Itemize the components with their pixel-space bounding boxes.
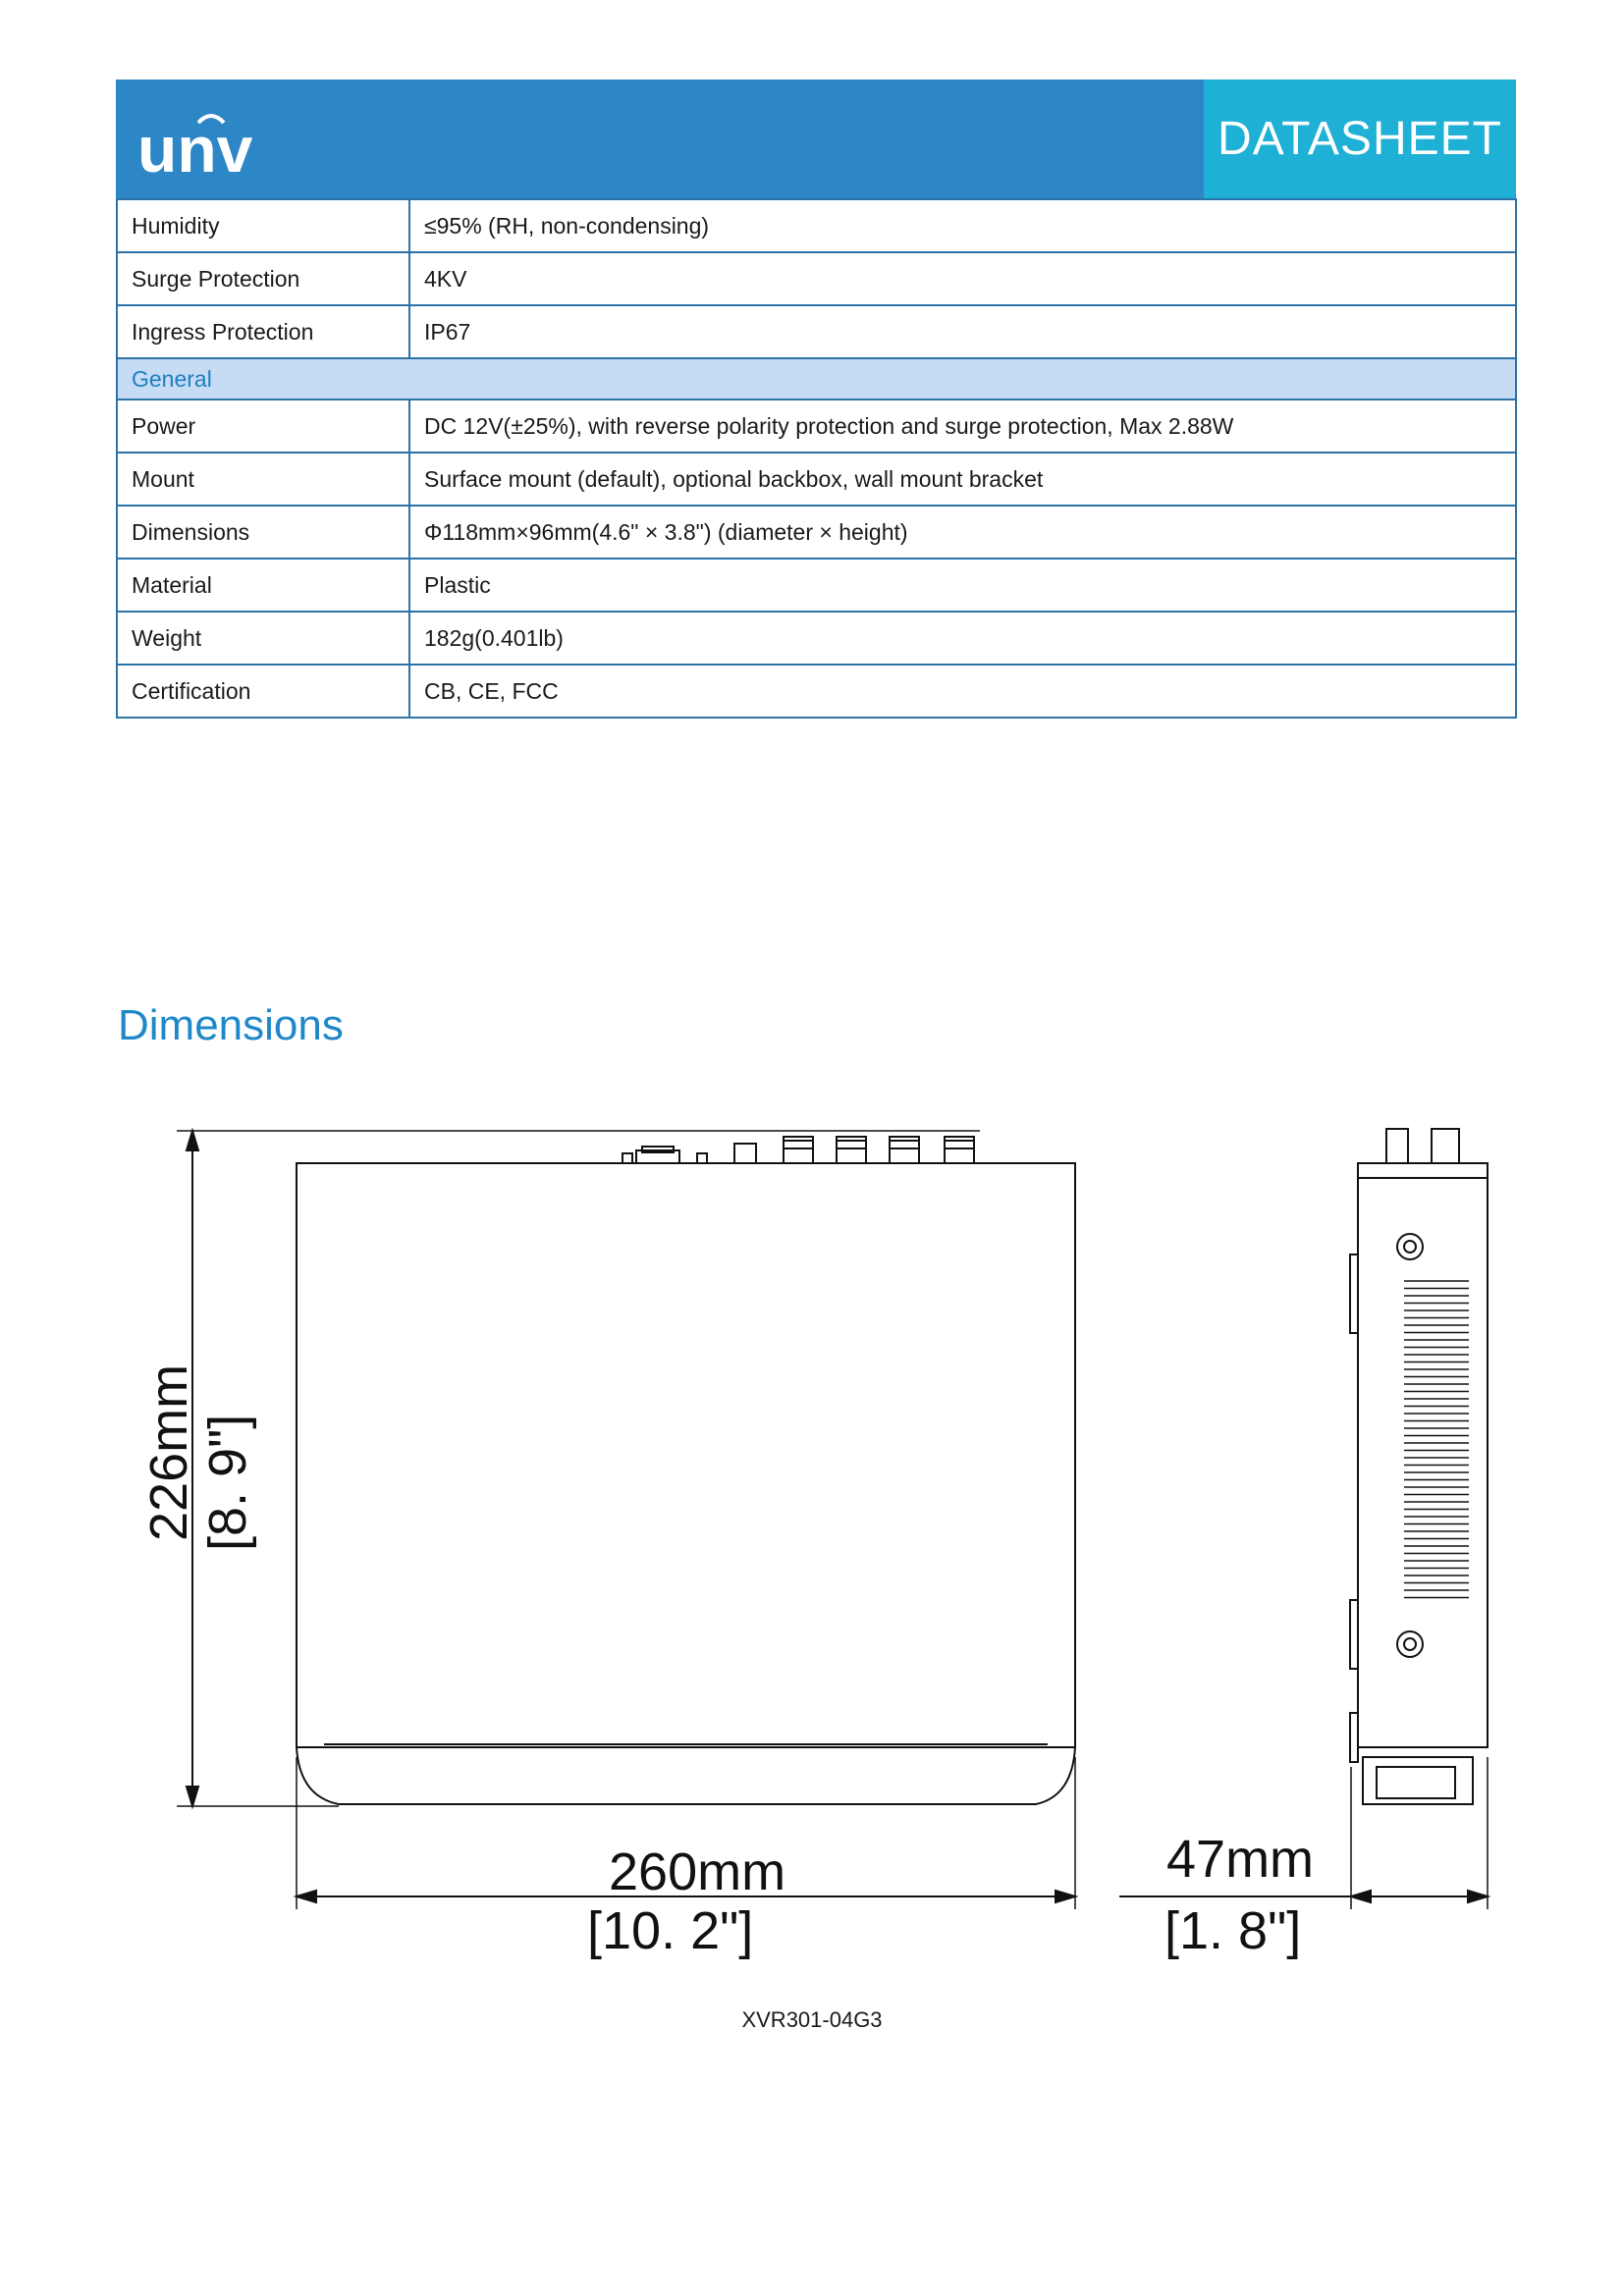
spec-key: Surge Protection <box>117 252 409 305</box>
width-mm-label: 260mm <box>609 1842 786 1901</box>
rear-connectors <box>623 1137 974 1163</box>
spec-key: Humidity <box>117 199 409 252</box>
spec-key: Mount <box>117 453 409 506</box>
spec-value: CB, CE, FCC <box>409 665 1516 718</box>
spec-value: Surface mount (default), optional backbox, wall mount bracket <box>409 453 1516 506</box>
side-vents <box>1404 1281 1469 1598</box>
spec-value: Plastic <box>409 559 1516 612</box>
side-view <box>1350 1129 1488 1804</box>
height-in-label: [8. 9"] <box>198 1414 257 1551</box>
front-view-body <box>297 1163 1075 1747</box>
spec-key: Power <box>117 400 409 453</box>
dimensions-heading: Dimensions <box>118 1001 344 1049</box>
spec-key: Weight <box>117 612 409 665</box>
depth-mm-label: 47mm <box>1166 1830 1315 1889</box>
width-in-label: [10. 2"] <box>587 1901 754 1960</box>
spec-value: 182g(0.401lb) <box>409 612 1516 665</box>
spec-value: DC 12V(±25%), with reverse polarity protection and surge protection, Max 2.88W <box>409 400 1516 453</box>
section-title: General <box>117 358 1516 400</box>
spec-value: IP67 <box>409 305 1516 358</box>
spec-key: Certification <box>117 665 409 718</box>
spec-key: Material <box>117 559 409 612</box>
spec-key: Dimensions <box>117 506 409 559</box>
front-view-feet <box>297 1747 1075 1804</box>
spec-key: Ingress Protection <box>117 305 409 358</box>
height-mm-label: 226mm <box>139 1363 198 1541</box>
spec-value: Φ118mm×96mm(4.6" × 3.8") (diameter × height) <box>409 506 1516 559</box>
spec-value: ≤95% (RH, non-condensing) <box>409 199 1516 252</box>
svg-text:unv: unv <box>137 113 253 180</box>
model-caption: XVR301-04G3 <box>741 2007 883 2032</box>
spec-value: 4KV <box>409 252 1516 305</box>
depth-in-label: [1. 8"] <box>1164 1901 1302 1960</box>
datasheet-label: DATASHEET <box>1204 80 1516 198</box>
